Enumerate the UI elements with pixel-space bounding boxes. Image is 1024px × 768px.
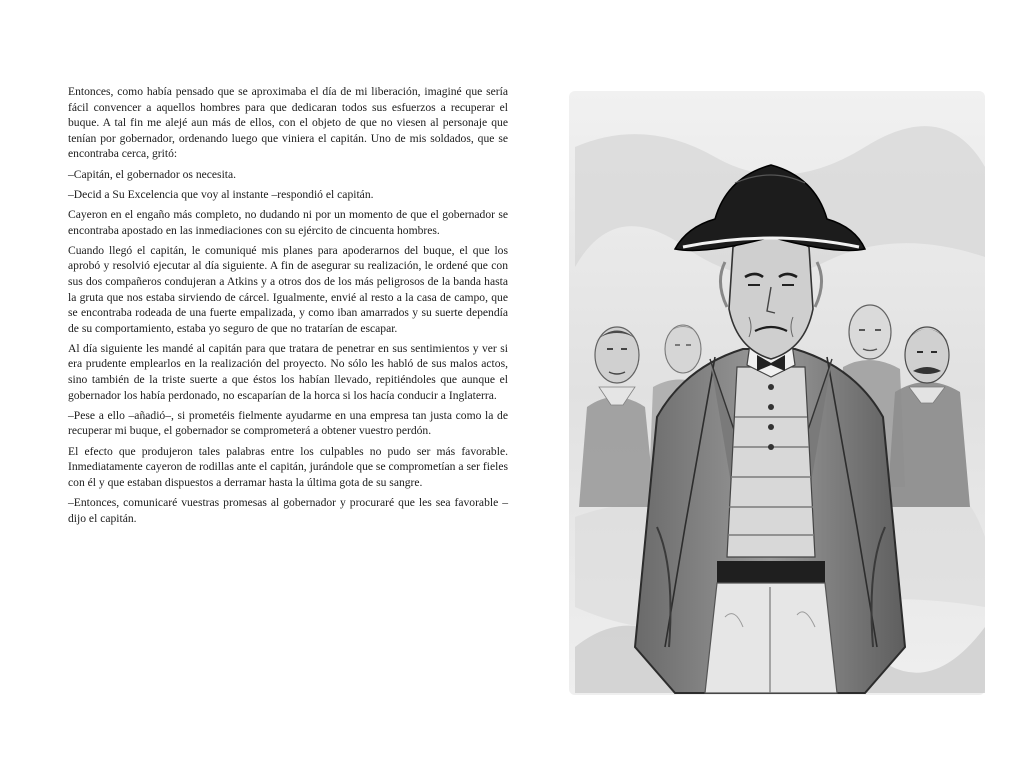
paragraph: Cuando llegó el capitán, le comuniqué mis planes para apoderarnos del buque, el que los aprobó y resolvió ejecutar al día siguiente. A fin de asegurar su realización, le ordené que con sus dos compañeros condujeran a Atkins y a otros dos de los más peligrosos de la banda hasta la gruta que nos estaba sirviendo de cárcel. Igualmente, envié al resto a la casa de campo, que se encontraba rodeada de una fuerte empalizada, y como iban amarrados y su suerte dependía de su comportamiento, estaba yo seguro de que no tratarían de escapar. [68,243,508,335]
captain-illustration [565,87,989,699]
captain-trousers [705,583,837,693]
paragraph: El efecto que produjeron tales palabras entre los culpables no pudo ser más favorable. Inmediatamente cayeron de rodillas ante el capitán, jurándole que se comprometían a ser fieles con él y que estaban dispuestos a derramar hasta la última gota de su sangre. [68,444,508,489]
paragraph: –Capitán, el gobernador os necesita. [68,167,237,181]
paragraph: Entonces, como había pensado que se aproximaba el día de mi liberación, imaginé que sería fácil convencer a aquellos hombres para que dedicaran todos sus esfuerzos a recuperar el buque. A tal fin me alejé aun más de ellos, con el objeto de que no viesen al personaje que tenían por gobernador, ordenando luego que viniera el capitán. Uno de mis soldados, que se encontraba cerca, gritó: [68,85,508,161]
paragraph: Cayeron en el engaño más completo, no dudando ni por un momento de que el gobernador se encontraba apostado en las inmediaciones con su ejército de cincuenta hombres. [68,207,508,237]
paragraph: Al día siguiente les mandé al capitán para que tratara de penetrar en sus sentimientos y ver si era prudente emplearlos en la realización del proyecto. No sólo les habló de sus malos actos, sino también de la triste suerte a que éstos los habían llevado, repitiéndoles que aunque el gobernador los había perdonado, no escaparían de la horca si los hacía conducir a Inglaterra. [68,341,508,402]
captain-waistcoat [727,367,815,557]
paragraph: –Decid a Su Excelencia que voy al instante –respondió el capitán. [68,187,374,201]
captain-belt [717,561,825,583]
paragraph: –Entonces, comunicaré vuestras promesas al gobernador y procuraré que les sea favorable –dijo el capitán. [68,496,508,525]
ink-wash-drawing [565,87,989,699]
paragraph: –Pese a ello –añadió–, si prometéis fielmente ayudarme en una empresa tan justa como la de recuperar mi buque, el gobernador se comprometerá a obtener vuestro perdón. [68,408,508,438]
body-text [68,84,508,531]
